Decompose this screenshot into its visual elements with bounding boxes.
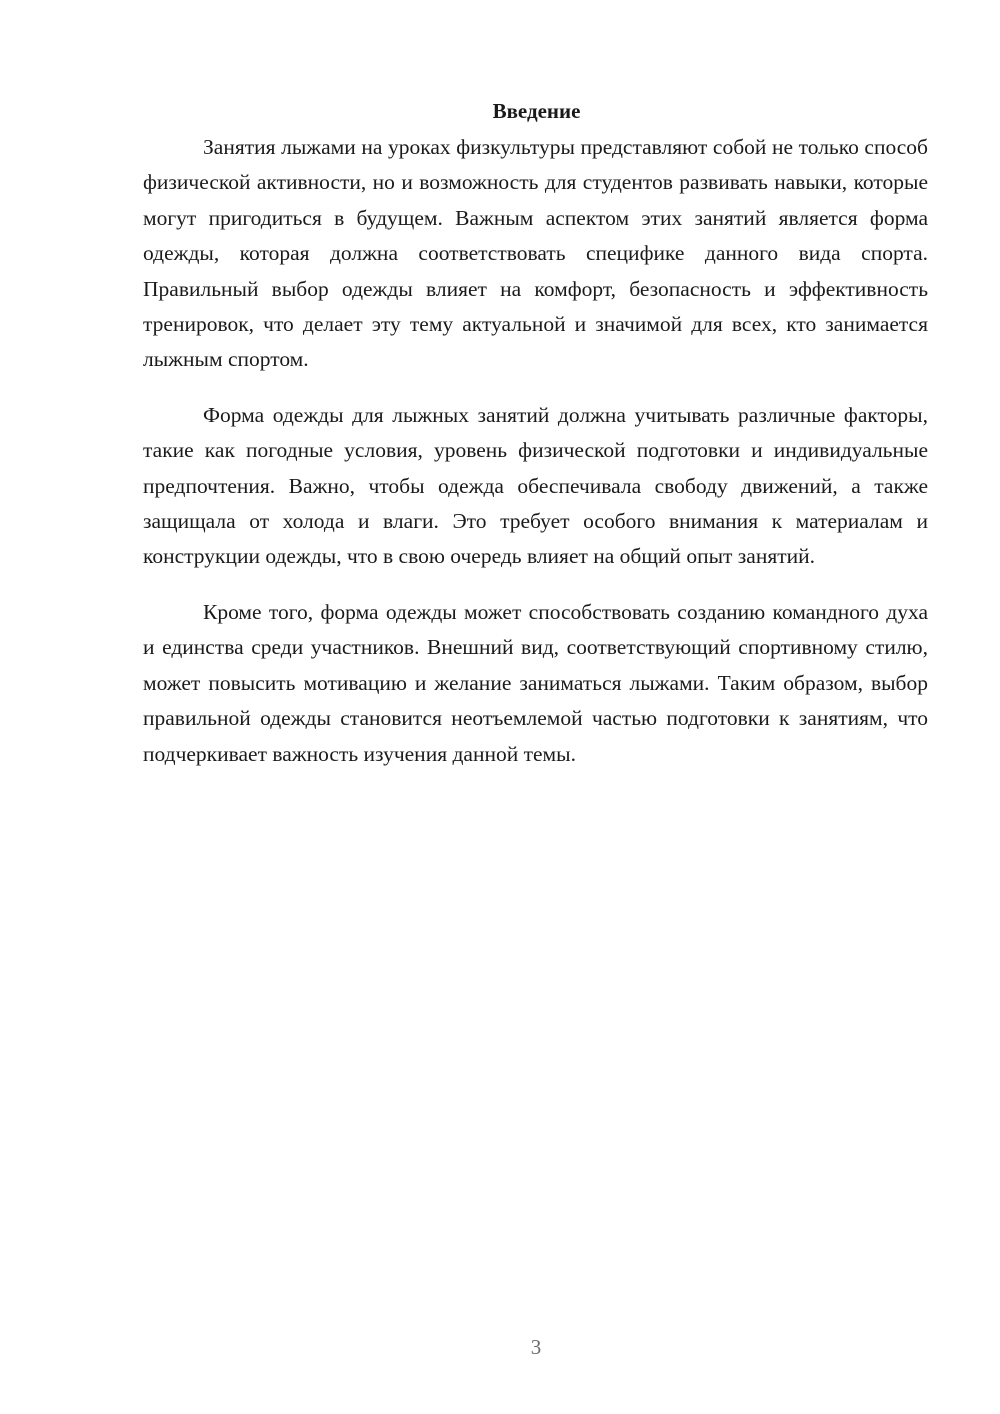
- page-content: [143, 96, 928, 792]
- paragraph-1: Занятия лыжами на уроках физкультуры представляют собой не только способ физической активности, но и возможность для студентов развивать навыки, которые могут пригодиться в будущем. Важным аспектом этих занятий является форма одежды, которая должна соответствовать специфике данного вида спорта. Правильный выбор одежды влияет на комфорт, безопасность и эффективность тренировок, что делает эту тему актуальной и значимой для всех, кто занимается лыжным спортом.: [143, 135, 928, 372]
- paragraph-3: Кроме того, форма одежды может способствовать созданию командного духа и единства среди участников. Внешний вид, соответствующий спортивному стилю, может повысить мотивацию и желание заниматься лыжами. Таким образом, выбор правильной одежды становится неотъемлемой частью подготовки к занятиям, что подчеркивает важность изучения данной темы.: [143, 599, 928, 766]
- section-title: Введение: [492, 99, 581, 123]
- paragraph-2: Форма одежды для лыжных занятий должна учитывать различные факторы, такие как погодные условия, уровень физической подготовки и индивидуальные предпочтения. Важно, чтобы одежда обеспечивала свободу движений, а также защищала от холода и влаги. Это требует особого внимания к материалам и конструкции одежды, что в свою очередь влияет на общий опыт занятий.: [143, 402, 928, 569]
- page-number: 3: [530, 1335, 542, 1359]
